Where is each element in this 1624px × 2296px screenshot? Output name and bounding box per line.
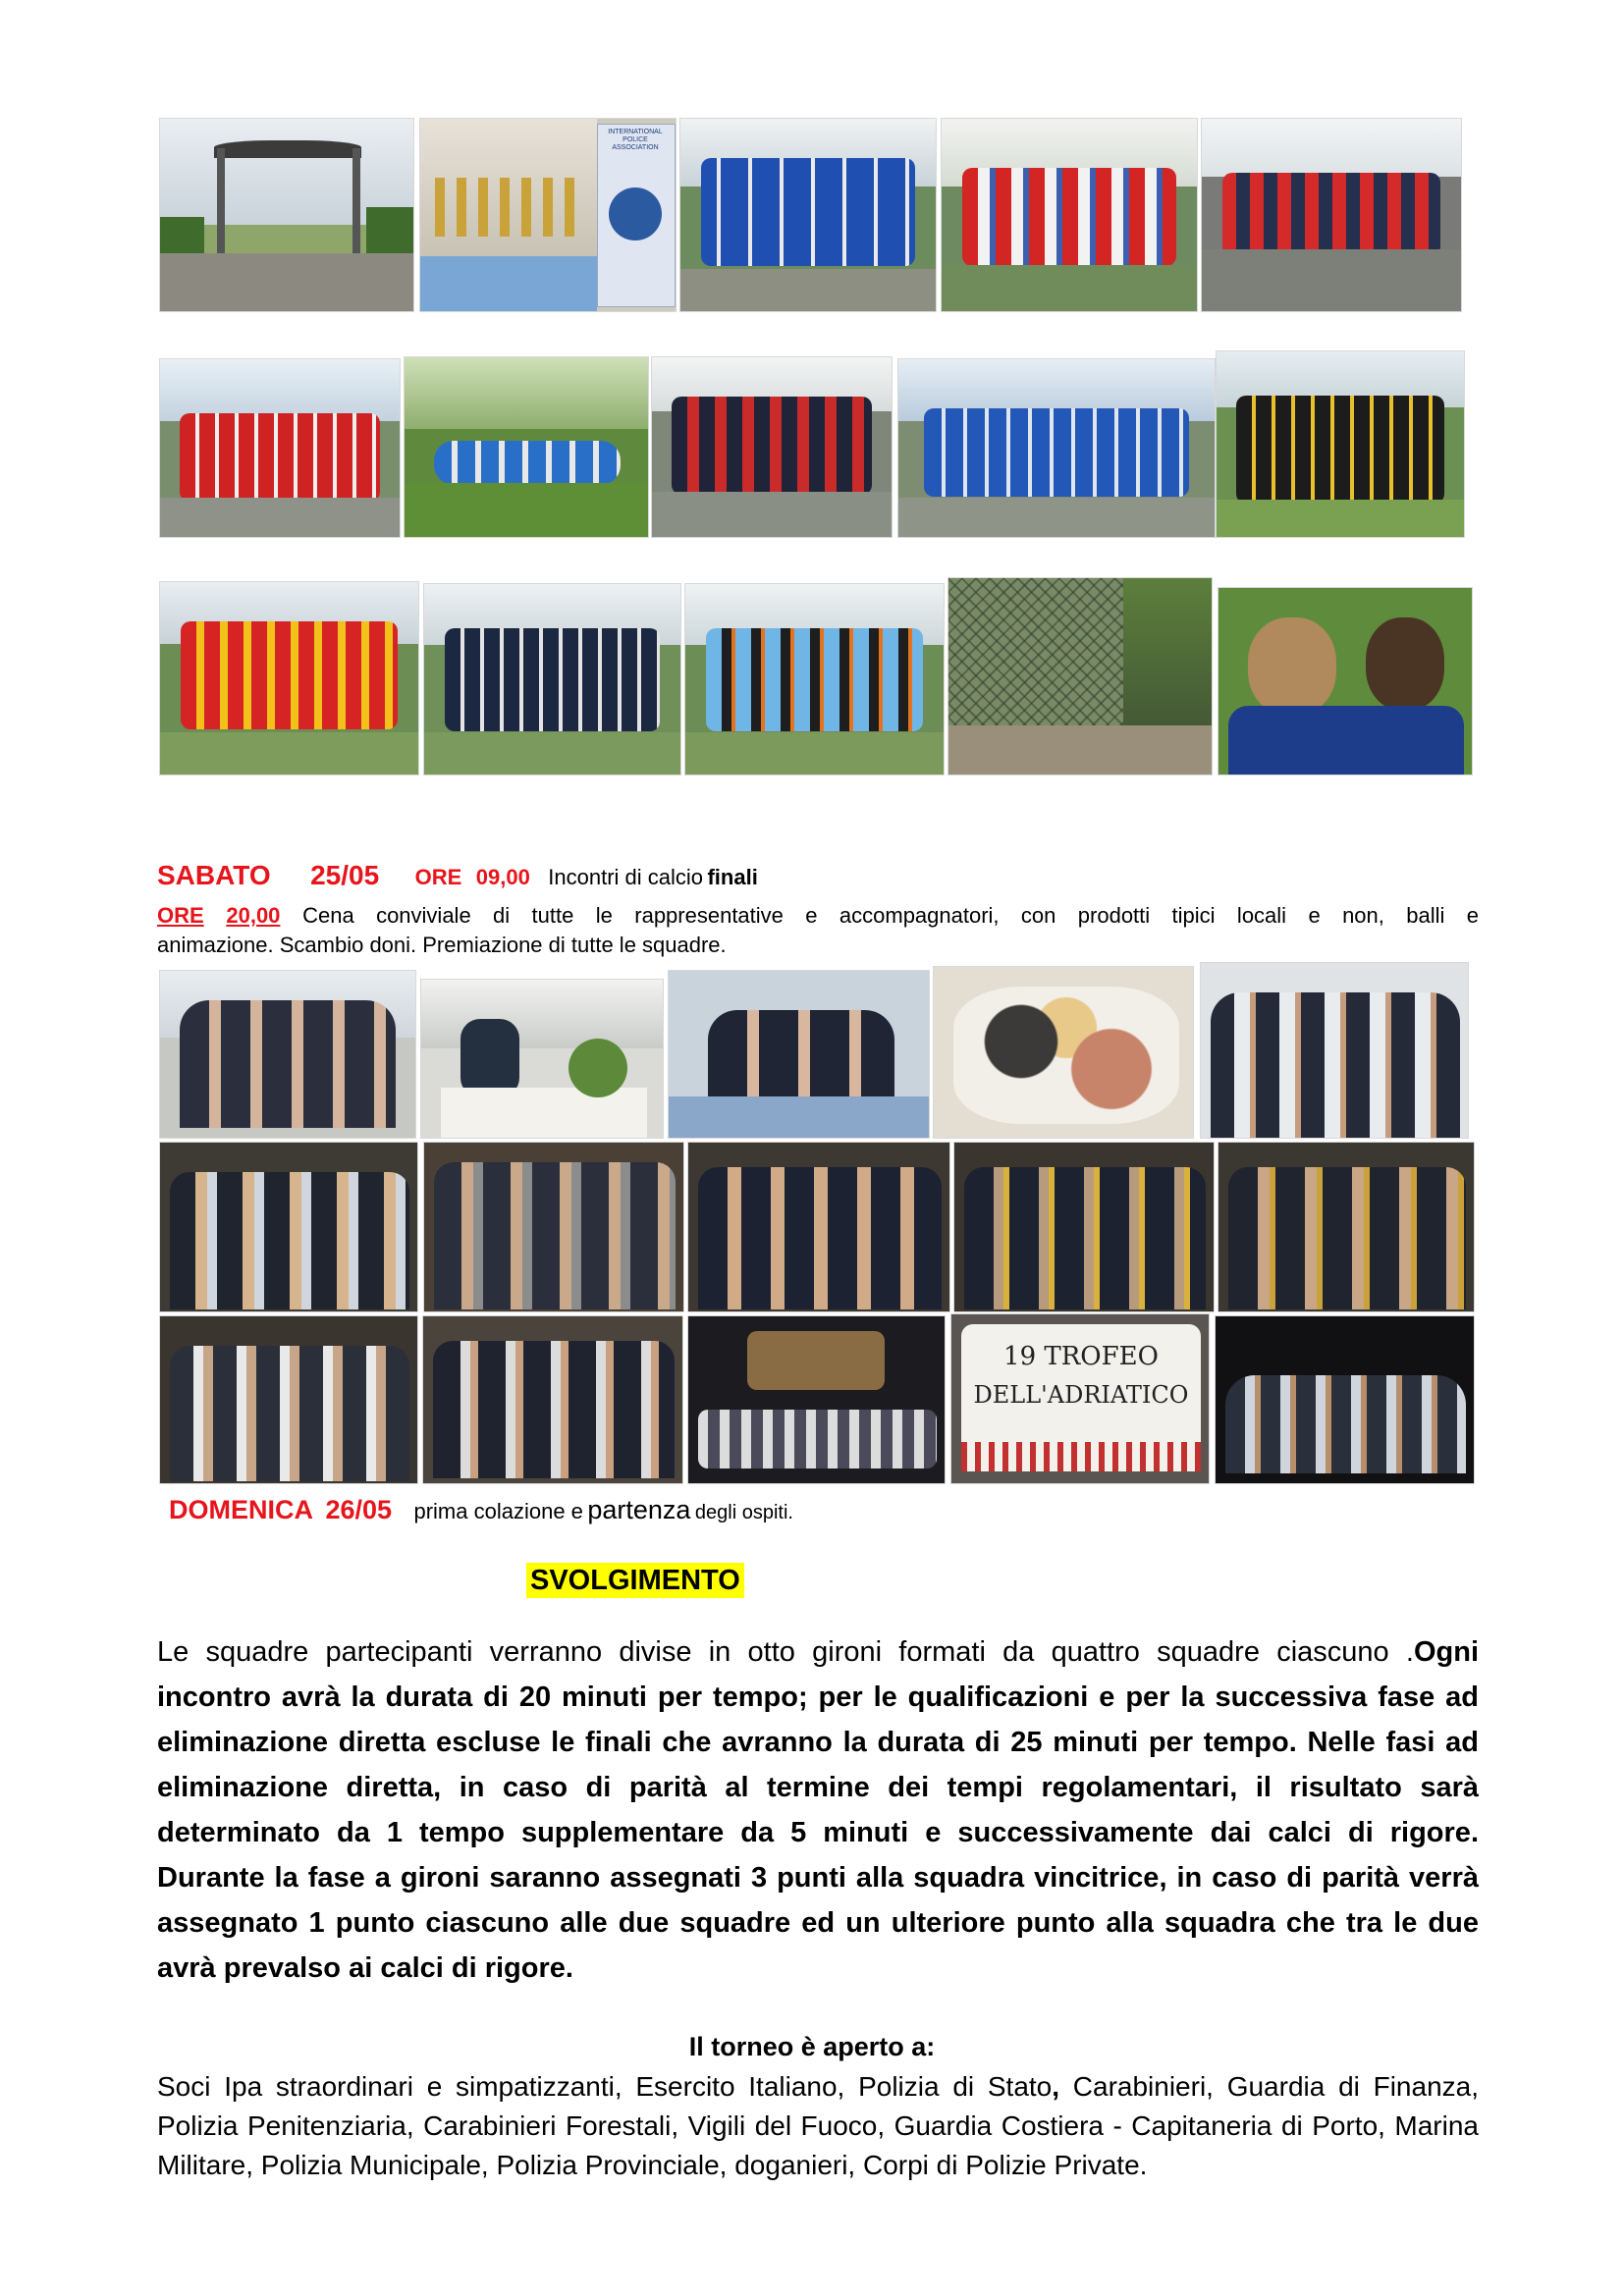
saturday-time1-value: 09,00	[475, 865, 530, 889]
saturday-time2-label: ORE	[157, 903, 204, 928]
open-to-text-part2: Carabinieri, Guardia di Finanza, Polizia Penitenziaria, Carabinieri Forestali, Vigili del Fuoco, Guardia Costiera - Capitaneria di Porto, Marina Militare, Polizia Municipale, Polizia Provinciale, doganieri, Corpi di Polizie Private.	[157, 2071, 1479, 2180]
photo-dinner-group	[1200, 962, 1469, 1139]
sunday-activity-post: degli ospiti.	[694, 1502, 793, 1523]
open-to-heading: Il torneo è aperto a:	[688, 2032, 936, 2061]
photo-entrance-gate	[159, 118, 414, 312]
cake-text-line1: 19 TROFEO	[1003, 1342, 1159, 1371]
photo-celebration-1	[159, 1315, 418, 1484]
sunday-line	[169, 1492, 1490, 1532]
saturday-date: 25/05	[310, 860, 380, 890]
saturday-activity1-bold: finali	[707, 865, 758, 889]
sunday-activity-pre: prima colazione e	[413, 1499, 583, 1523]
section-title	[526, 1565, 744, 1597]
saturday-line	[157, 860, 1479, 895]
sunday-date: 26/05	[325, 1495, 393, 1524]
photo-celebration-2	[422, 1315, 683, 1484]
cake-text-line2: DELL'ADRIATICO	[973, 1381, 1189, 1409]
photo-team-blue-1	[679, 118, 937, 312]
sunday-day: DOMENICA	[169, 1495, 313, 1524]
photo-team-lightblue-orange	[684, 583, 945, 775]
photo-team-navy	[423, 583, 681, 775]
rules-intro: Le squadre partecipanti verranno divise in otto gironi formati da quattro squadre ciascuno .	[157, 1636, 1414, 1668]
photo-dinner-buffet	[933, 966, 1194, 1139]
photo-awards-3	[687, 1142, 950, 1312]
rules-paragraph	[157, 1629, 1479, 1991]
saturday-activity1: Incontri di calcio	[548, 865, 704, 889]
photo-team-lying-grass	[404, 356, 649, 538]
photo-group-night	[1215, 1315, 1475, 1484]
open-to-comma: ,	[1052, 2071, 1060, 2102]
rules-bold: Ogni incontro avrà la durata di 20 minuti per tempo; per le qualificazioni e per la successiva fase ad eliminazione diretta escluse le finali che avranno la durata di 25 minuti per tempo. Nelle fasi ad eliminazione diretta, in caso di parità al termine dei tempi regolamentari, il risultato sarà determinato da 1 tempo supplementare da 5 minuti e successivamente dai calci di rigore. Durante la fase a gironi saranno assegnati 3 punti alla squadra vincitrice, in caso di parità verrà assegnato 1 punto ciascuno alle due squadre ed un ulteriore punto alla squadra che tra le due avrà prevalso ai calci di rigore.	[157, 1636, 1479, 1984]
photo-team-navy-red	[651, 356, 893, 538]
photo-dancing-night	[687, 1315, 946, 1484]
photo-trophies-table	[419, 118, 677, 312]
saturday-time1-label: ORE	[414, 865, 462, 889]
photo-fence-spectators	[947, 577, 1213, 775]
saturday-time2-value: 20,00	[226, 903, 281, 928]
saturday-activity2-line1: Cena conviviale di tutte le rappresentative e accompagnatori, con prodotti tipici locali e non, balli e	[302, 903, 1480, 928]
photo-dinner-men-table	[668, 970, 930, 1139]
open-to-paragraph	[157, 2067, 1479, 2185]
photo-awards-1	[159, 1142, 418, 1312]
photo-team-red-navy	[1201, 118, 1462, 312]
photo-awards-2	[423, 1142, 684, 1312]
saturday-evening-line1	[157, 900, 1479, 931]
open-to-text-part1: Soci Ipa straordinari e simpatizzanti, Esercito Italiano, Polizia di Stato	[157, 2071, 1053, 2102]
photo-team-red-yellow	[159, 581, 419, 775]
photo-two-women	[1218, 587, 1473, 775]
photo-awards-5	[1218, 1142, 1475, 1312]
photo-cake	[950, 1313, 1210, 1484]
saturday-day: SABATO	[157, 860, 271, 890]
photo-sign-text: INTERNATIONAL POLICE ASSOCIATION	[608, 129, 663, 151]
photo-team-black-yellow	[1216, 350, 1465, 538]
photo-dinner-food-table	[420, 979, 664, 1139]
saturday-evening-line2: animazione. Scambio doni. Premiazione di tutte le squadre.	[157, 933, 727, 957]
photo-dinner-gifts	[159, 970, 416, 1139]
photo-team-blue-2	[897, 358, 1216, 538]
photo-team-red-white	[941, 118, 1198, 312]
photo-awards-4	[953, 1142, 1215, 1312]
section-title-text: SVOLGIMENTO	[526, 1563, 744, 1598]
photo-team-red-2	[159, 358, 401, 538]
sunday-activity-big: partenza	[587, 1495, 691, 1524]
